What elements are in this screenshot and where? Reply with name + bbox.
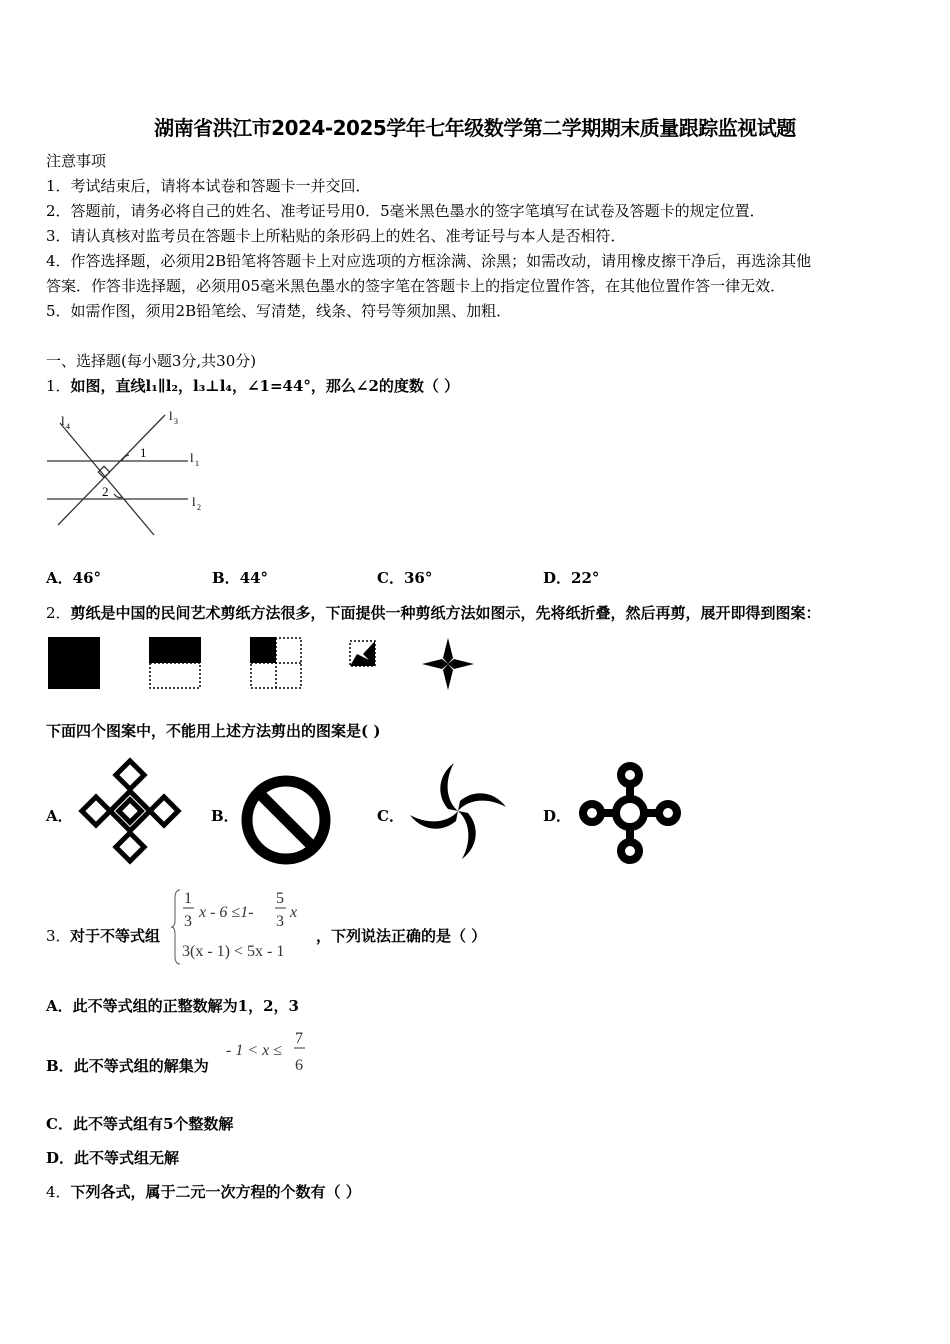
- option-text: 此不等式组的解集为: [73, 1057, 209, 1075]
- notice-heading: 注意事项: [46, 152, 107, 170]
- section-heading: 一、选择题(每小题3分,共30分): [46, 352, 257, 370]
- q3-option-b[interactable]: [46, 1056, 209, 1076]
- math-lead: - 1 < x ≤: [226, 1042, 283, 1059]
- option-key: A．: [46, 997, 73, 1015]
- question-2-sub: 下面四个图案中，不能用上述方法剪出的图案是( ): [46, 722, 381, 740]
- q3-option-b-math: [226, 1028, 316, 1078]
- option-text: 此不等式组无解: [74, 1149, 180, 1167]
- option-text: 此不等式组有5个整数解: [72, 1115, 234, 1133]
- q2-option-b-label[interactable]: B．: [211, 807, 239, 825]
- fold-step-1: [47, 636, 101, 690]
- option-text: 此不等式组的正整数解为1，2，3: [72, 997, 299, 1015]
- line1-mid: x - 6 ≤1-: [199, 904, 254, 921]
- option-text: 46°: [72, 569, 102, 587]
- angle-2-label: 2: [102, 484, 109, 499]
- line1-end: x: [290, 904, 298, 921]
- q1-option-c[interactable]: [377, 568, 432, 588]
- q2-option-d-label[interactable]: D．: [543, 807, 572, 825]
- notice-item: 答案．作答非选择题，必须用05毫米黑色墨水的签字笔在答题卡上的指定位置作答，在其他位置作答一律无效．: [46, 277, 786, 295]
- question-1: [46, 376, 459, 396]
- q2-option-a-label[interactable]: A．: [46, 807, 73, 825]
- q2-option-d-rings[interactable]: [576, 759, 684, 867]
- frac2-num: 5: [276, 890, 284, 907]
- label-l4: l: [61, 413, 65, 428]
- q2-option-b-no-sign[interactable]: [240, 774, 332, 866]
- label-l4-sub: 4: [66, 422, 70, 431]
- q2-option-c-label[interactable]: C．: [377, 807, 404, 825]
- q2-option-a-diamonds[interactable]: [80, 759, 180, 863]
- option-key: C．: [46, 1115, 73, 1133]
- q1-figure: [40, 405, 220, 540]
- math-num: 7: [295, 1030, 303, 1047]
- option-text: 36°: [403, 569, 433, 587]
- notice-item: 1．考试结束后，请将本试卷和答题卡一并交回．: [46, 177, 371, 195]
- question-2: [46, 603, 821, 623]
- notice-item: 3．请认真核对监考员在答题卡上所粘贴的条形码上的姓名、准考证号与本人是否相符．: [46, 227, 626, 245]
- notice-item: 2．答题前，请务必将自己的姓名、准考证号用0．5毫米黑色墨水的签字笔填写在试卷及答题卡的规定位置．: [46, 202, 765, 220]
- question-number: 2．: [46, 604, 71, 622]
- page-title: 湖南省洪江市2024-2025学年七年级数学第二学期期末质量跟踪监视试题: [154, 116, 796, 140]
- option-key: D．: [543, 569, 572, 587]
- q3-option-a[interactable]: [46, 996, 299, 1016]
- label-l2-sub: 2: [197, 503, 201, 512]
- label-l2: l: [192, 494, 196, 509]
- inequality-system: [172, 886, 312, 968]
- option-key: D．: [46, 1149, 75, 1167]
- q1-option-d[interactable]: [543, 568, 599, 588]
- frac1-num: 1: [184, 890, 192, 907]
- notice-item: 5．如需作图，须用2B铅笔绘、写清楚，线条、符号等须加黑、加粗．: [46, 302, 512, 320]
- question-text: 如图，直线l₁∥l₂，l₃⊥l₄，∠1=44°，那么∠2的度数（ ）: [70, 377, 460, 395]
- option-text: 22°: [571, 569, 600, 587]
- q3-option-d[interactable]: [46, 1148, 179, 1168]
- option-key: B．: [212, 569, 240, 587]
- label-l3-sub: 3: [174, 417, 178, 426]
- option-key: B．: [46, 1057, 74, 1075]
- fold-step-3: [249, 636, 303, 690]
- question-text: 下列各式，属于二元一次方程的个数有（ ）: [70, 1183, 361, 1201]
- label-l3: l: [169, 408, 173, 423]
- option-text: 44°: [239, 569, 269, 587]
- question-3-number: 3．: [46, 927, 71, 945]
- label-l1-sub: 1: [195, 459, 199, 468]
- frac1-den: 3: [184, 913, 192, 930]
- question-number: 4．: [46, 1183, 71, 1201]
- math-den: 6: [295, 1057, 303, 1074]
- option-key: C．: [377, 569, 404, 587]
- line2: 3(x - 1) < 5x - 1: [182, 943, 285, 960]
- fold-result-star: [420, 636, 476, 692]
- angle-1-label: 1: [140, 445, 147, 460]
- question-3-tail: ，下列说法正确的是（ ）: [316, 927, 487, 945]
- q2-option-c-pinwheel[interactable]: [406, 759, 510, 863]
- q1-option-a[interactable]: [46, 568, 101, 588]
- question-text: 剪纸是中国的民间艺术剪纸方法很多，下面提供一种剪纸方法如图示，先将纸折叠，然后再剪，展开即得到图案：: [70, 604, 821, 622]
- fold-step-4: [349, 640, 377, 668]
- question-4: [46, 1182, 361, 1202]
- option-key: A．: [46, 569, 73, 587]
- fold-step-2: [148, 636, 202, 690]
- frac2-den: 3: [276, 913, 284, 930]
- q3-option-c[interactable]: [46, 1114, 233, 1134]
- label-l1: l: [190, 450, 194, 465]
- q1-option-b[interactable]: [212, 568, 268, 588]
- notice-item: 4．作答选择题，必须用2B铅笔将答题卡上对应选项的方框涂满、涂黑；如需改动，请用橡皮擦干净后，再选涂其他: [46, 252, 812, 270]
- question-3-lead: 对于不等式组: [70, 927, 161, 945]
- question-number: 1．: [46, 377, 71, 395]
